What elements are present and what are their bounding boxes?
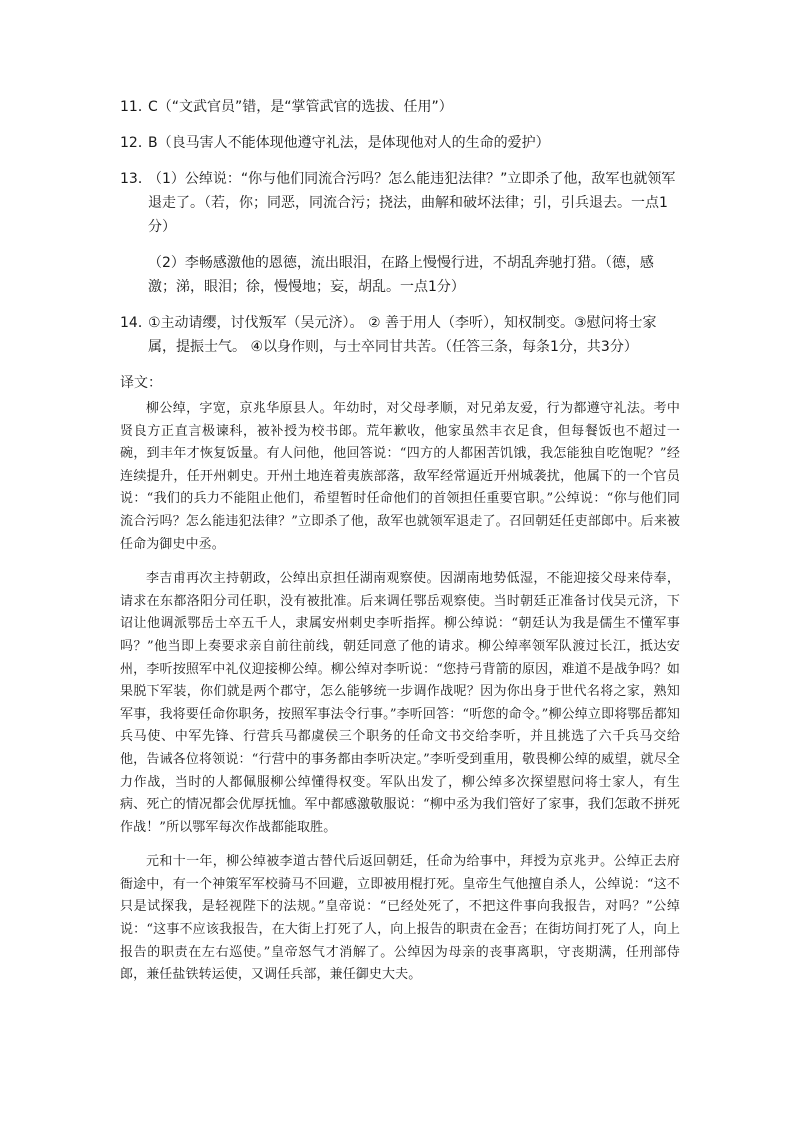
translation-paragraph-3: 元和十一年，柳公绰被李道古替代后返回朝廷，任命为给事中，拜授为京兆尹。公绰正去府衙途中，有一个神策军军校骑马不回避，立即被用棍打死。皇帝生气他擅自杀人，公绰说：“这不只是试探我，是轻视陛下的法规。”皇帝说：“已经处死了，不把这件事向我报告，对吗？”公绰说：“这事不应该我报告，在大街上打死了人，向上报告的职责在金吾；在街坊间打死了人，向上报告的职责在左右巡使。”皇帝怒气才消解了。公绰因为母亲的丧事离职，守丧期满，任刑部侍郎，兼任盐铁转运使，又调任兵部，兼任御史大夫。 (120, 854, 680, 983)
answer-section (120, 95, 680, 407)
answer-13-part-1 (120, 167, 680, 239)
answer-14 (120, 311, 680, 359)
answer-number: 12． (120, 135, 152, 151)
translation-paragraph-2: 李吉甫再次主持朝政，公绰出京担任湖南观察使。因湖南地势低湿，不能迎接父母来侍奉，请求在东都洛阳分司任职，没有被批准。后来调任鄂岳观察使。当时朝廷正准备讨伐吴元济，下诏让他调派鄂岳士卒五千人，隶属安州刺史李听指挥。柳公绰说：“朝廷认为我是儒生不懂军事吗？”他当即上奏要求亲自前往前线，朝廷同意了他的请求。柳公绰率领军队渡过长江，抵达安州，李听按照军中礼仪迎接柳公绰。柳公绰对李听说：“您持弓背箭的原因，难道不是战争吗？如果脱下军装，你们就是两个郡守，怎么能够统一步调作战呢？因为你出身于世代名将之家，熟知军事，我将要任命你职务，按照军事法令行事。”李听回答：“听您的命令。”柳公绰立即将鄂岳都知兵马使、中军先锋、行营兵马都虞侯三个职务的任命文书交给李听，并且挑选了六千兵马交给他，告诫各位将领说：“行营中的事务都由李听决定。”李听受到重用，敬畏柳公绰的威望，就尽全力作战，当时的人都佩服柳公绰懂得权变。军队出发了，柳公绰多次探望慰问将士家人，有生病、死亡的情况都会优厚抚恤。军中都感激敬服说：“柳中丞为我们管好了家事，我们怎敢不拼死作战！”所以鄂军每次作战都能取胜。 (120, 571, 680, 835)
answer-text: ①主动请缨，讨伐叛军（吴元济）。 ② 善于用人（李听），知权制变。③慰问将士家属，提振士气。 ④以身作则，与士卒同甘共苦。（任答三条，每条1分，共3分） (148, 315, 657, 355)
answer-11 (120, 95, 680, 119)
translation-body (120, 398, 680, 999)
answer-text: C（“文武官员”错，是“掌管武官的选拔、任用”） (148, 99, 453, 115)
answer-13-part-2 (120, 251, 680, 299)
answer-text: B（良马害人不能体现他遵守礼法，是体现他对人的生命的爱护） (148, 135, 550, 151)
translation-heading: 译文： (120, 375, 162, 391)
answer-text: （2）李畅感激他的恩德，流出眼泪，在路上慢慢行进，不胡乱奔驰打猎。（德，感激；涕，眼泪；徐，慢慢地；妄，胡乱。一点1分） (148, 255, 654, 295)
answer-number: 14． (120, 315, 152, 331)
answer-12 (120, 131, 680, 155)
answer-number: 11． (120, 99, 152, 115)
answer-number: 13． (120, 171, 152, 187)
translation-paragraph-1: 柳公绰，字宽，京兆华原县人。年幼时，对父母孝顺，对兄弟友爱，行为都遵守礼法。考中贤良方正直言极谏科，被补授为校书郎。荒年歉收，他家虽然丰衣足食，但每餐饭也不超过一碗，到丰年才恢复饭量。有人问他，他回答说：“四方的人都困苦饥饿，我怎能独自吃饱呢？”经连续提升，任开州刺史。开州土地连着夷族部落，敌军经常逼近开州城袭扰，他属下的一个官员说：“我们的兵力不能阻止他们，希望暂时任命他们的首领担任重要官职。”公绰说：“你与他们同流合污吗？怎么能违犯法律？”立即杀了他，敌军也就领军退走了。召回朝廷任吏部郎中。后来被任命为御史中丞。 (120, 401, 680, 552)
answer-text: （1）公绰说：“你与他们同流合污吗？怎么能违犯法律？”立即杀了他，敌军也就领军退走了。（若，你；同恶，同流合污；挠法，曲解和破坏法律；引，引兵退去。一点1分） (148, 171, 676, 235)
